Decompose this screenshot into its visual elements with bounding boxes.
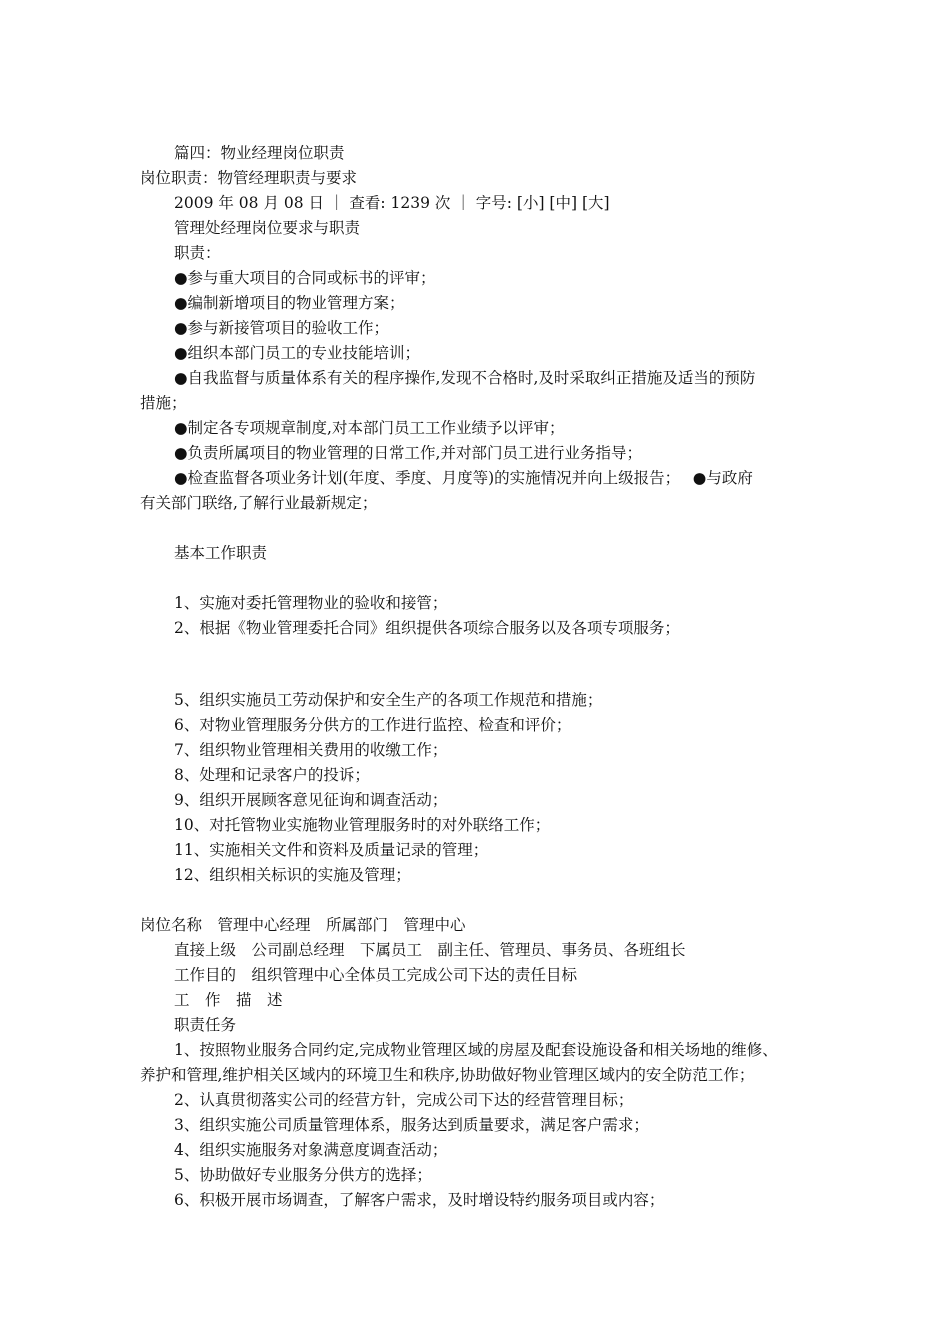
bullet-item: ●组织本部门员工的专业技能培训； — [174, 344, 421, 362]
section-heading: 管理处经理岗位要求与职责 — [174, 219, 361, 237]
doc-meta: 2009 年 08 月 08 日 ｜ 查看: 1239 次 ｜ 字号: [小] [中] [大] — [174, 194, 610, 212]
doc-subtitle: 岗位职责：物管经理职责与要求 — [140, 169, 358, 187]
bullet-item: ●参与新接管项目的验收工作； — [174, 319, 390, 337]
bullet-item: ●负责所属项目的物业管理的日常工作,并对部门员工进行业务指导； — [174, 444, 642, 462]
bullet-item: ●参与重大项目的合同或标书的评审； — [174, 269, 436, 287]
basic-item: 9、组织开展顾客意见征询和调查活动； — [174, 791, 448, 809]
task-item: 3、组织实施公司质量管理体系，服务达到质量要求，满足客户需求； — [174, 1116, 649, 1134]
post-info: 工作目的 组织管理中心全体员工完成公司下达的责任目标 — [174, 966, 578, 984]
basic-item: 12、组织相关标识的实施及管理； — [174, 866, 411, 884]
post-info: 直接上级 公司副总经理 下属员工 副主任、管理员、事务员、各班组长 — [174, 941, 686, 959]
bullet-item: ●检查监督各项业务计划(年度、季度、月度等)的实施情况并向上级报告； ●与政府 — [174, 469, 753, 487]
bullet-item: ●制定各专项规章制度,对本部门员工工作业绩予以评审； — [174, 419, 565, 437]
task-item: 4、组织实施服务对象满意度调查活动； — [174, 1141, 448, 1159]
task-item-continued: 养护和管理,维护相关区域内的环境卫生和秩序,协助做好物业管理区域内的安全防范工作； — [140, 1066, 755, 1084]
bullet-item-continued: 有关部门联络,了解行业最新规定； — [140, 494, 378, 512]
basic-item: 6、对物业管理服务分供方的工作进行监控、检查和评价； — [174, 716, 572, 734]
task-item: 1、按照物业服务合同约定,完成物业管理区域的房屋及配套设施设备和相关场地的维修、 — [174, 1041, 778, 1059]
task-item: 5、协助做好专业服务分供方的选择； — [174, 1166, 432, 1184]
bullet-item: ●自我监督与质量体系有关的程序操作,发现不合格时,及时采取纠正措施及适当的预防 — [174, 369, 756, 387]
basic-item: 7、组织物业管理相关费用的收缴工作； — [174, 741, 448, 759]
basic-item: 8、处理和记录客户的投诉； — [174, 766, 370, 784]
basic-item: 11、实施相关文件和资料及质量记录的管理； — [174, 841, 489, 859]
doc-title: 篇四：物业经理岗位职责 — [174, 144, 345, 162]
basic-item: 10、对托管物业实施物业管理服务时的对外联络工作； — [174, 816, 551, 834]
basic-item: 5、组织实施员工劳动保护和安全生产的各项工作规范和措施； — [174, 691, 603, 709]
task-item: 6、积极开展市场调查，了解客户需求，及时增设特约服务项目或内容； — [174, 1191, 665, 1209]
basic-heading: 基本工作职责 — [174, 544, 268, 562]
basic-item: 2、根据《物业管理委托合同》组织提供各项综合服务以及各项专项服务； — [174, 619, 680, 637]
bullet-item-continued: 措施； — [140, 394, 187, 412]
duties-label: 职责： — [174, 244, 221, 262]
bullet-item: ●编制新增项目的物业管理方案； — [174, 294, 405, 312]
basic-item: 1、实施对委托管理物业的验收和接管； — [174, 594, 448, 612]
task-item: 2、认真贯彻落实公司的经营方针，完成公司下达的经营管理目标； — [174, 1091, 634, 1109]
work-description-heading: 工 作 描 述 — [174, 991, 283, 1009]
post-info: 岗位名称 管理中心经理 所属部门 管理中心 — [140, 916, 466, 934]
tasks-heading: 职责任务 — [174, 1016, 237, 1034]
